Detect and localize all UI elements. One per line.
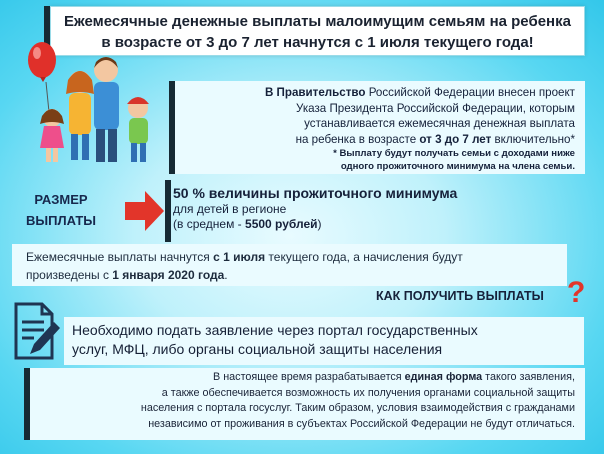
title-line-1: Ежемесячные денежные выплаты малоимущим семьям на ребенка <box>64 13 571 30</box>
payment-size-label <box>6 189 116 231</box>
payments-start-box <box>12 244 567 286</box>
family-illustration <box>2 30 177 170</box>
payment-size-line-3 <box>173 217 560 232</box>
how-to-get-heading: КАК ПОЛУЧИТЬ ВЫПЛАТЫ <box>376 289 544 303</box>
payments-pre: Ежемесячные выплаты начнутся <box>26 250 214 264</box>
application-line-1: Необходимо подать заявление через портал государственных <box>72 322 478 338</box>
intro-line-1 <box>175 85 575 101</box>
form-note-line-2: а также обеспечивается возможность их получения органами социальной защиты <box>161 386 575 399</box>
form-note-line-1 <box>30 370 575 386</box>
intro-text-block <box>175 81 585 174</box>
start-date: с 1 июля <box>213 250 266 264</box>
payments-line-1 <box>26 248 567 266</box>
intro-line-4 <box>175 132 575 148</box>
document-pen-icon <box>12 300 60 362</box>
intro-line-4-post: включительно* <box>491 132 575 146</box>
income-footnote-line-2: одного прожиточного минимума на члена семьи. <box>340 161 575 172</box>
form-note-line-1-post: такого заявления, <box>482 371 575 383</box>
question-mark-icon: ? <box>567 276 586 309</box>
average-prefix: (в среднем - <box>173 217 246 231</box>
intro-line-1-rest: Российской Федерации внесен проект <box>365 86 575 99</box>
unified-form: единая форма <box>404 371 483 383</box>
red-arrow-icon <box>125 189 165 233</box>
intro-line-3: устанавливается ежемесячная денежная выплата <box>304 117 575 130</box>
payment-size-box <box>165 180 560 242</box>
form-note-line-4: независимо от проживания в субъектах Российской Федерации не будут отличаться. <box>148 417 575 430</box>
payments-mid: текущего года, а начисления будут <box>265 250 463 264</box>
intro-line-4-pre: на ребенка в возрасте <box>295 132 420 146</box>
intro-line-2: Указа Президента Российской Федерации, которым <box>296 101 575 115</box>
form-note-line-1-pre: В настоящее время разрабатывается <box>213 371 405 383</box>
age-range: от 3 до 7 лет <box>419 132 492 146</box>
intro-bold-lead: В Правительство <box>264 86 366 99</box>
income-footnote-line-1: * Выплату будут получать семьи с доходами ниже <box>333 148 575 159</box>
application-box <box>64 317 584 365</box>
payments-line-2-post: . <box>224 268 228 282</box>
application-line-2: услуг, МФЦ, либо органы социальной защиты населения <box>72 341 443 357</box>
title-line-2: в возрасте от 3 до 7 лет начнутся с 1 июля текущего года! <box>101 34 534 51</box>
payments-line-2-pre: произведены с <box>26 268 113 282</box>
form-note-block <box>30 368 585 440</box>
payments-line-2 <box>26 266 567 284</box>
accrual-date: 1 января 2020 года <box>112 268 225 282</box>
average-suffix: ) <box>317 217 322 231</box>
payment-size-label-line-2: ВЫПЛАТЫ <box>26 213 96 228</box>
payment-size-line-2: для детей в регионе <box>173 202 287 216</box>
payment-size-label-line-1: РАЗМЕР <box>34 192 88 207</box>
payment-size-headline: 50 % величины прожиточного минимума <box>173 185 458 201</box>
form-note-line-3: населения с портала госуслуг. Таким образом, условия взаимодействия с гражданами <box>140 402 575 414</box>
average-amount: 5500 рублей <box>245 217 318 231</box>
